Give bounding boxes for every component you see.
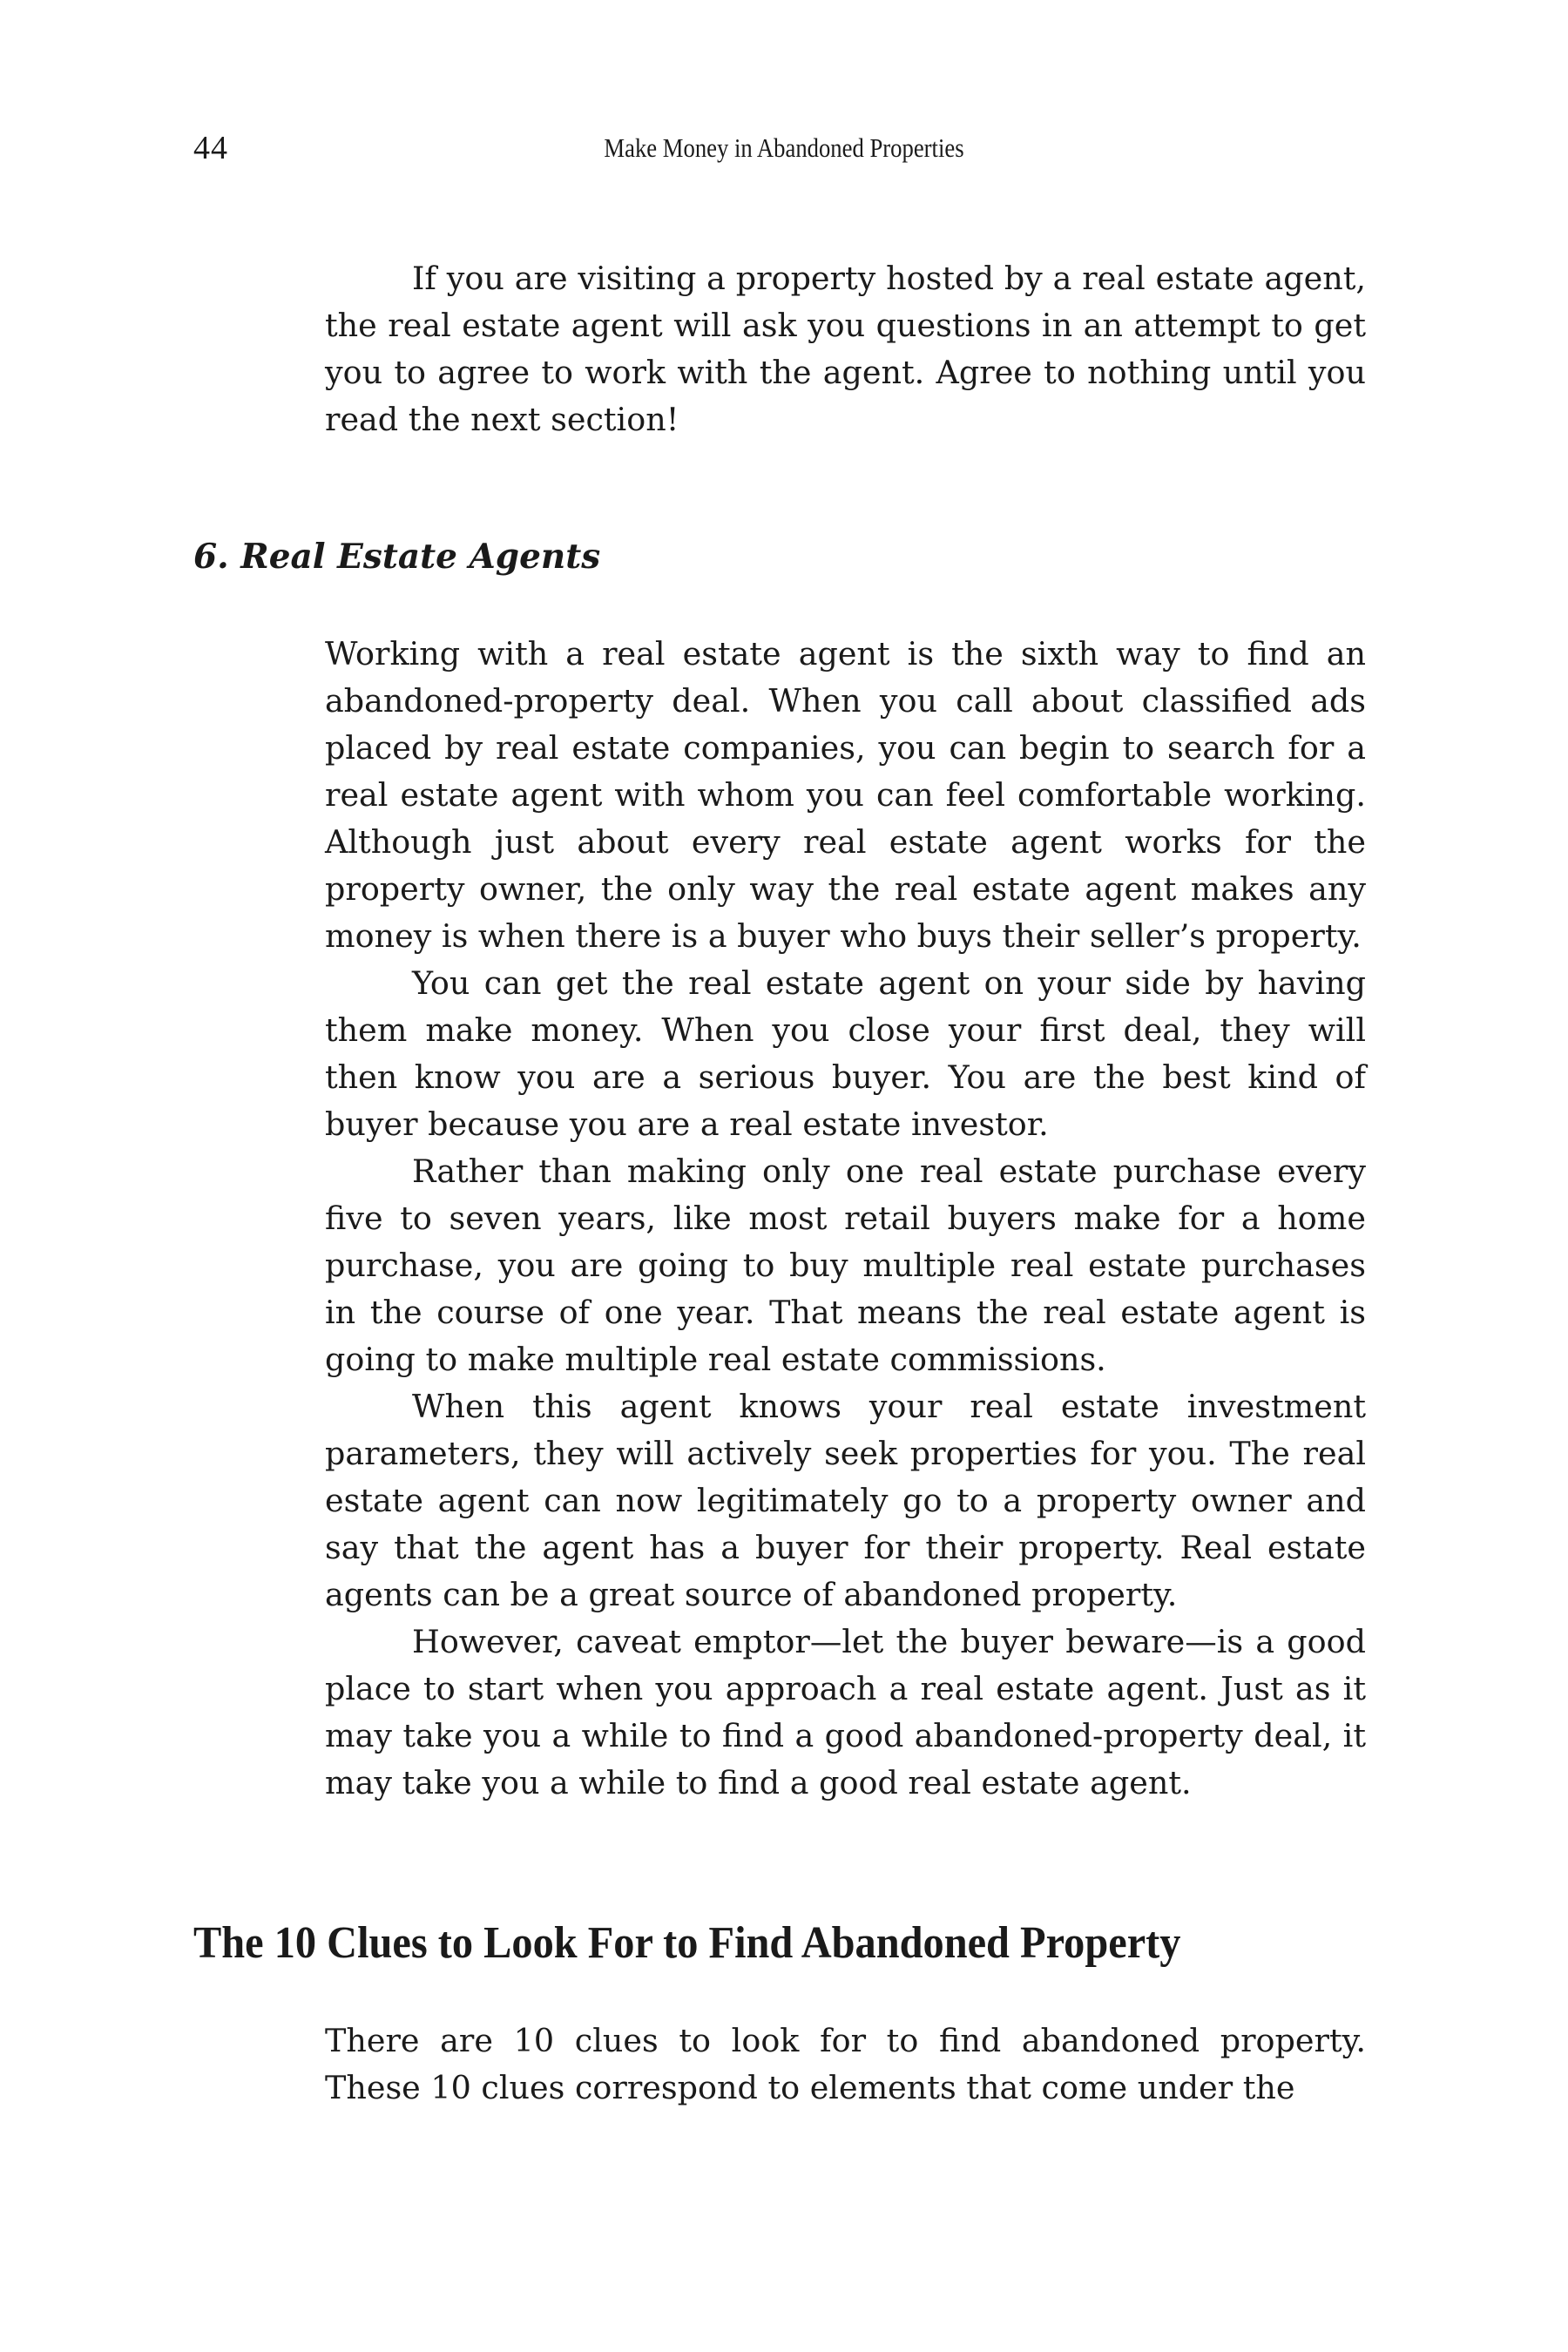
section-heading-real-estate-agents: 6. Real Estate Agents (193, 537, 601, 577)
paragraph: Working with a real estate agent is the sixth way to find an abandoned-property deal. When you call about classified ads placed by real estate companies, you can begin to search for a real estate agent with whom you can feel comfortable working. Although just about every real estate agent works for the property owner, the only way the real estate agent makes any money is when there is a buyer who buys their seller’s property. (325, 635, 1366, 955)
real-estate-agents-text-block (325, 631, 1366, 1807)
running-head: Make Money in Abandoned Properties (604, 132, 964, 163)
paragraph: However, caveat emptor—let the buyer beware—is a good place to start when you approach a real estate agent. Just as it may take you a while to find a good abandoned-property deal, it may take you a while to find a good real estate agent. (325, 1623, 1366, 1801)
chapter-section-heading: The 10 Clues to Look For to Find Abandoned Property (193, 1918, 1181, 1968)
page-number: 44 (193, 130, 228, 166)
paragraph: There are 10 clues to look for to find abandoned property. These 10 clues correspond to elements that come under the (325, 2022, 1366, 2106)
paragraph: You can get the real estate agent on your side by having them make money. When you close your first deal, they will then know you are a serious buyer. You are the best kind of buyer because you are a real estate investor. (325, 964, 1366, 1143)
paragraph: When this agent knows your real estate investment parameters, they will actively seek properties for you. The real estate agent can now legitimately go to a property owner and say that the agent has a buyer for their property. Real estate agents can be a great source of abandoned property. (325, 1388, 1366, 1613)
intro-text-block (325, 255, 1366, 443)
clues-text-block (325, 2017, 1366, 2112)
intro-paragraph: If you are visiting a property hosted by a real estate agent, the real estate agent will ask you questions in an attempt to get you to agree to work with the agent. Agree to nothing until you read the next section! (325, 260, 1366, 438)
paragraph: Rather than making only one real estate purchase every five to seven years, like most retail buyers make for a home purchase, you are going to buy multiple real estate purchases in the course of one year. That means the real estate agent is going to make multiple real estate commissions. (325, 1152, 1366, 1378)
